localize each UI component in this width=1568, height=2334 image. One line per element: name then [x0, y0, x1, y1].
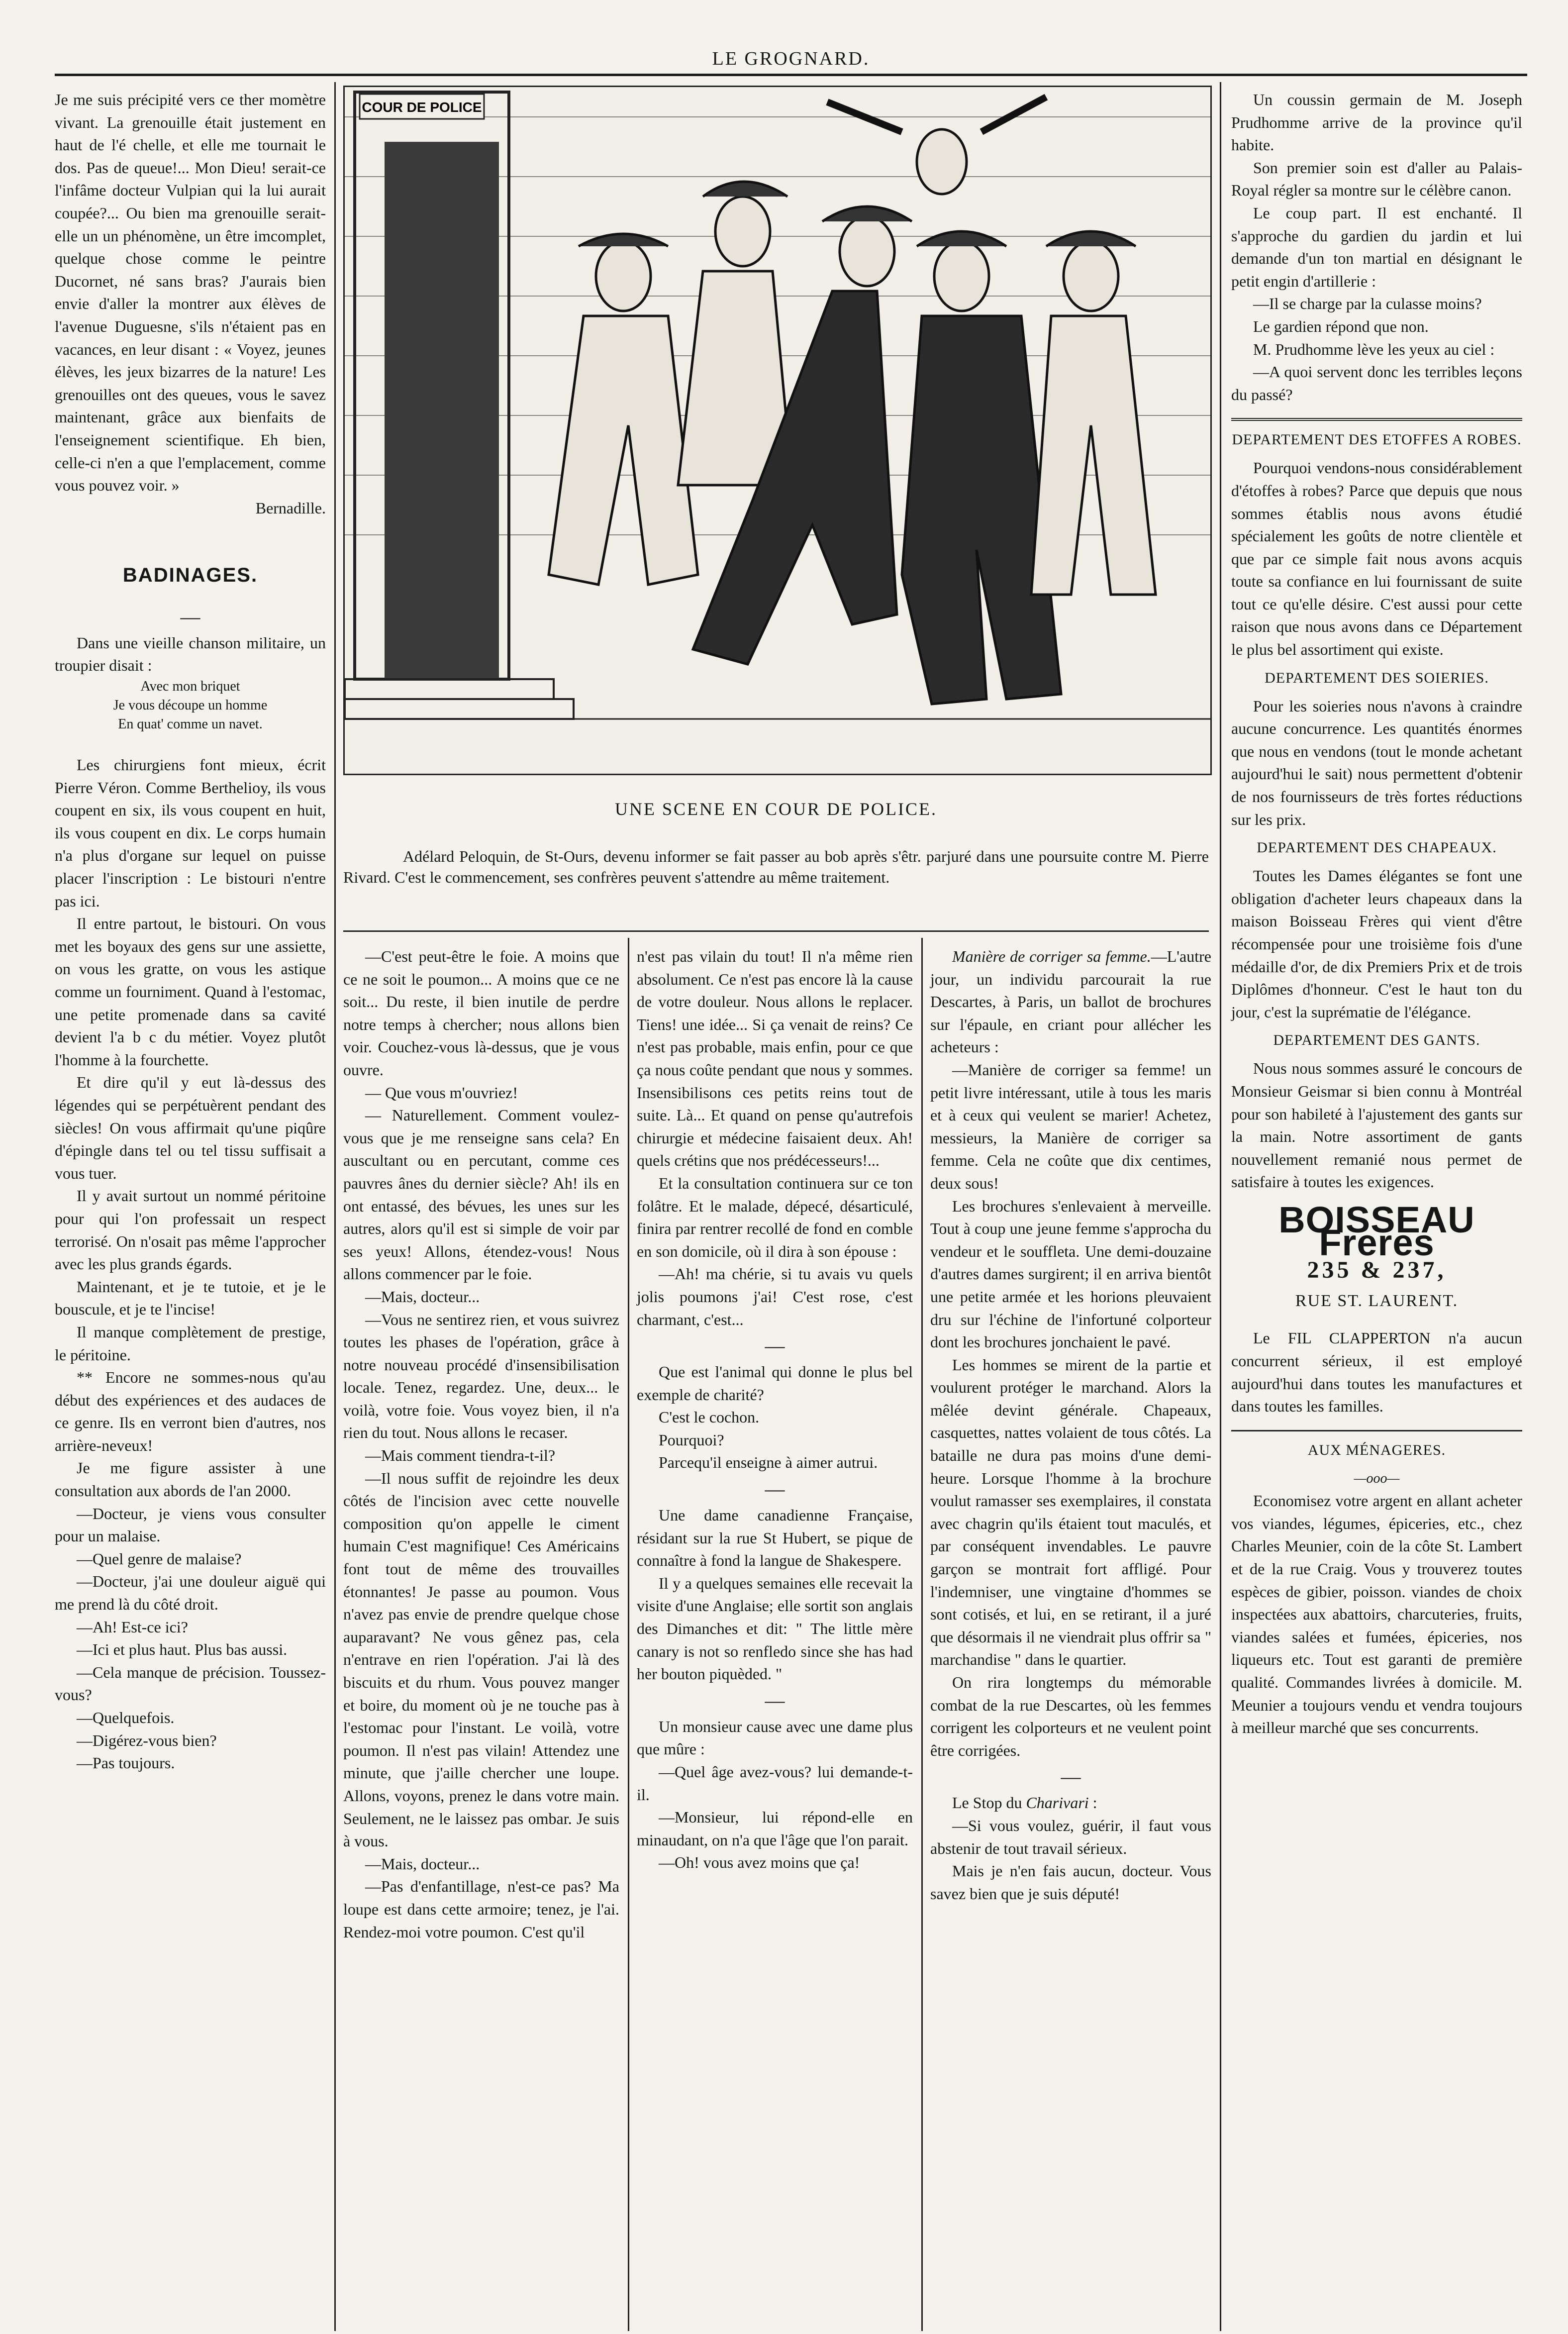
- verse-line: Avec mon briquet: [140, 679, 240, 695]
- dialogue-line: —Ah! ma chérie, si tu avais vu quels jolis poumons j'ai! C'est rose, c'est charmant, c'est...: [637, 1265, 913, 1328]
- article-text: Les hommes se mirent de la partie et voulurent protéger le marchand. Alors la mêlée devint générale. Chapeaux, casquettes, nattes volaient de tous côtés. La bataille ne dura pas moins d'une demi-heure. Lorsque l'homme à la brochure voulut ramasser ses exemplaires, il constata avec chagrin qu'ils étaient tout maculés, et par conséquent invendables. Le pauvre garçon se montrait fort affligé. Pour l'indemniser, une vingtaine d'hommes se sont cotisés, et lui, en se retirant, il a juré que désormais il ne viendrait plus offrir sa " marchandise " dans le quartier.: [930, 1355, 1211, 1669]
- dialogue-line: —Quel âge avez-vous? lui demande-t-il.: [637, 1763, 913, 1804]
- separator-dash: —: [180, 605, 200, 628]
- dialogue-line: —Quelquefois.: [77, 1709, 175, 1726]
- advert-text: Toutes les Dames élégantes se font une obligation d'acheter leurs chapeaux dans la maison Boisseau Frères qui vient d'être récompensée pour une troisième fois d'une médaille d'or, de dix Premiers Prix et de trois Diplômes d'honneur. C'est le haut ton du jour, c'est la suprématie de l'élégance.: [1231, 867, 1522, 1021]
- article-text: Maintenant, et je te tutoie, et je le bouscule, et je te l'incise!: [55, 1277, 326, 1319]
- article-text: Il y a quelques semaines elle recevait la visite d'une Anglaise; elle sortit son anglais des Dimanches et dit: " The little mère canary is not so renfledo since she has had her bouton piquèded. ": [637, 1574, 913, 1683]
- store-street: RUE ST. LAURENT.: [1295, 1291, 1459, 1310]
- column-rule: [334, 82, 336, 2331]
- article-text: Une dame canadienne Française, résidant sur la rue St Hubert, se pique de connaître à fond la langue de Shakespere.: [637, 1506, 913, 1570]
- dialogue-line: —Monsieur, lui répond-elle en minaudant, on n'a que l'âge que l'on parait.: [637, 1808, 913, 1849]
- section-rule: [1231, 418, 1522, 421]
- joke-intro-end: :: [1088, 1794, 1097, 1812]
- ornament: —ooo—: [1354, 1470, 1400, 1486]
- article-text-body: —L'autre jour, un individu parcourait la rue Descartes, à Paris, un ballot de brochures sur l'épaule, en criant pour allécher les acheteurs :: [930, 947, 1211, 1056]
- masthead: LE GROGNARD.: [712, 48, 870, 69]
- dialogue-line: —Quel genre de malaise?: [77, 1549, 242, 1568]
- dialogue-line: — Naturellement. Comment voulez-vous que je me renseigne sans cela? En auscultant ou en percutant, comme ces pauvres ânes du dernier siècle? Ah! ils en ont entassé, des bévues, les unes sur les autres, alors qu'il est si simple de voir par ses yeux! Allons, étendez-vous! Nous allons commencer par le foie.: [343, 1106, 619, 1283]
- dialogue-line: —Pas toujours.: [77, 1754, 175, 1772]
- article-text: Un coussin germain de M. Joseph Prudhomme arrive de la province qu'il habite.: [1231, 91, 1522, 154]
- riddle-text: Parcequ'il enseigne à aimer autrui.: [659, 1453, 878, 1472]
- article-text: Dans une vieille chanson militaire, un troupier disait :: [55, 633, 326, 675]
- column-2: [343, 945, 619, 1943]
- article-text: Il entre partout, le bistouri. On vous met les boyaux des gens sur une assiette, on vous les gratte, on vous les astique comme un fourniment. Quand à l'estomac, une petite promenade dans sa cavité devient l'a b c du métier. Voyez plutôt l'homme à la fourchette.: [55, 914, 326, 1069]
- column-rule: [628, 938, 629, 2331]
- verse-line: Je vous découpe un homme: [113, 698, 268, 713]
- illustration-caption-title: UNE SCENE EN COUR DE POLICE.: [615, 799, 937, 819]
- advert-text: Pour les soieries nous n'avons à craindre aucune concurrence. Les quantités énormes que nous en vendons (tout le monde achetant aujourd'hui le sait) nous permettent d'obtenir de nos fournisseurs de très fortes réductions sur les prix.: [1231, 697, 1522, 828]
- court-scene-illustration: [343, 86, 1212, 775]
- dialogue-line: —Mais, docteur...: [365, 1854, 480, 1873]
- separator-dash: —: [765, 1689, 785, 1712]
- department-heading: AUX MÉNAGERES.: [1307, 1441, 1446, 1458]
- article-text: Les chirurgiens font mieux, écrit Pierre Véron. Comme Berthelioy, ils vous coupent en six, ils vous coupent en huit, ils vous coupent en dix. Le corps humain n'a plus d'organe sur lequel on puisse placer l'inscription : Le bistouri n'entre pas ici.: [55, 756, 326, 910]
- dialogue-line: n'est pas vilain du tout! Il n'a même rien absolument. Ce n'est pas encore là la cause de votre douleur. Nous allons le replacer. Tiens! une idée... Si ça venait de reins? Ce n'est pas probable, mais enfin, pour ce que ça nous coûte pendant que nous y sommes. Insensibilisons ces petits reins tout de suite. Là... Et quand on pense qu'autrefois chirurgie et médecine faisaient deux. Ah! quels crétins que nos prédécesseurs!...: [637, 947, 913, 1170]
- verse-line: En quat' comme un navet.: [118, 716, 263, 732]
- article-text: Et la consultation continuera sur ce ton folâtre. Et le malade, dépecé, désarticulé, finira par rentrer recollé de fond en comble en son domicile, où il dira à son épouse :: [637, 1174, 913, 1260]
- article-title: Manière de corriger sa femme.: [952, 947, 1151, 965]
- department-heading: DEPARTEMENT DES CHAPEAUX.: [1257, 839, 1497, 856]
- article-text: Un monsieur cause avec une dame plus que mûre :: [637, 1717, 913, 1758]
- article-text: Je me suis précipité vers ce ther momètre vivant. La grenouille était justement en haut de l'é chelle, et elle me tournait le dos. Pas de queue!... Mon Dieu! serait-ce l'infâme docteur Vulpian qui la lui aurait coupée?... Ou bien ma grenouille serait-elle un un phénomène, un être imcomplet, quelque chose comme le peintre Ducornet, né sans bras? J'aurais bien envie d'aller la montrer aux élèves de l'avenue Duguesne, s'ils n'étaient pas en vacances, en leur disant : « Voyez, jeunes élèves, les jeux bizarres de la nature! Les grenouilles ont des queues, vous le savez maintenant, grâce aux bienfaits de l'enseignement scientifique. Eh bien, celle-ci n'en a que l'emplacement, comme vous pouvez voir. »: [55, 91, 326, 495]
- column-4: [930, 945, 1211, 1905]
- dialogue-line: —Digérez-vous bien?: [77, 1731, 217, 1749]
- dialogue-line: —Mais comment tiendra-t-il?: [365, 1446, 556, 1465]
- store-address-numbers: 235 & 237,: [1307, 1257, 1447, 1284]
- article-text: —Manière de corriger sa femme! un petit livre intéressant, utile à tous les maris et à ceux qui veulent se marier! Achetez, messieurs, la Manière de corriger sa femme. Cela ne coûte que dix centimes, deux sous!: [930, 1060, 1211, 1192]
- article-text: Les brochures s'enlevaient à merveille. Tout à coup une jeune femme s'approcha du vendeur et le souffleta. Une demi-douzaine d'autres dames surgirent; il en arriva bientôt une petite armée et les horions pleuvaient dru sur l'échine de l'infortuné colporteur dont les brochures jonchaient le pavé.: [930, 1197, 1211, 1351]
- article-text: Le gardien répond que non.: [1253, 317, 1429, 335]
- joke-intro: Le Stop du: [952, 1794, 1026, 1812]
- article-text: M. Prudhomme lève les yeux au ciel :: [1253, 340, 1495, 358]
- advert-text: Economisez votre argent en allant acheter vos viandes, légumes, épiceries, etc., chez Charles Meunier, coin de la côte St. Lambert et de la rue Craig. Vous y trouverez toutes espèces de gibier, poisson. viandes de choix inspectées aux abattoirs, charcuteries, fruits, viandes salées et fumées, épiceries, nos liqueurs etc. Tout est garanti de première qualité. Commandes livrées à domicile. M. Meunier a toujours vendu et vendra toujours à meilleur marché que ses concurrents.: [1231, 1492, 1522, 1737]
- riddle-text: C'est le cochon.: [659, 1408, 760, 1426]
- dialogue-line: —Docteur, j'ai une douleur aiguë qui me prend là du côté droit.: [55, 1572, 326, 1614]
- engraving-drawing: [345, 87, 1210, 774]
- article-text: Son premier soin est d'aller au Palais-Royal régler sa montre sur le célèbre canon.: [1231, 158, 1522, 200]
- article-text: On rira longtemps du mémorable combat de la rue Descartes, où les femmes corrigent les colporteurs et ne veulent point être corrigées.: [930, 1673, 1211, 1759]
- section-heading: BADINAGES.: [122, 564, 258, 587]
- section-rule: [1231, 1430, 1522, 1431]
- column-rule: [1220, 82, 1221, 2331]
- illustration-caption-text: Adélard Peloquin, de St-Ours, devenu informer se fait passer au bob après s'êtr. parjuré dans une poursuite contre M. Pierre Rivard. C'est le commencement, ses confrères peuvent s'attendre au même traitement.: [343, 847, 1209, 886]
- separator-dash: —: [765, 1478, 785, 1501]
- advert-text: Pourquoi vendons-nous considérablement d'étoffes à robes? Parce que depuis que nous sommes établis nous avons étudié spécialement les goûts de notre clientèle et que par ce simple fait nous avons acquis toute sa confiance en lui fournissant de suite tout ce qu'elle désire. C'est aussi pour cette raison que nous avons dans ce Département le plus bel assortiment qui existe.: [1231, 459, 1522, 659]
- store-name: BOISSEAU Freres: [1278, 1199, 1475, 1263]
- riddle-text: Que est l'animal qui donne le plus bel exemple de charité?: [637, 1363, 913, 1404]
- department-heading: DEPARTEMENT DES GANTS.: [1273, 1032, 1480, 1049]
- article-text: [930, 945, 1211, 1059]
- dialogue-line: —Il nous suffit de rejoindre les deux côtés de l'incision avec cette nouvelle composition qu'on appelle le ciment humain C'est magnifique! Ces Américains font tout de même des trouvailles étonnantes! Je passe au poumon. Vous n'avez pas envie de prendre quelque chose auparavant? Ne vous gênez pas, cela n'entrave en rien l'opération. J'ai là des biscuits et du rhum. Vous pouvez manger et boire, du moment où je ne touche pas à l'estomac pour l'instant. Le voilà, votre poumon. Il n'est pas vilain! Attendez une minute, que j'aille chercher une loupe. Allons, voyons, prenez le dans votre main. Seulement, ne le laissez pas ombar. Je suis à vous.: [343, 1469, 619, 1850]
- article-text: Le coup part. Il est enchanté. Il s'approche du gardien du jardin et lui demande d'un ton martial en désignant le petit engin d'artillerie :: [1231, 203, 1522, 290]
- article-text: Et dire qu'il y eut là-dessus des légendes qui se perpétuèrent pendant des siècles! On vous affirmait qu'une piqûre d'épingle dans tel ou tel tissu suffisait a vous tuer.: [55, 1073, 326, 1182]
- court-sign: COUR DE POLICE: [362, 100, 482, 115]
- column-3: [637, 945, 913, 1874]
- separator-dash: —: [1061, 1765, 1081, 1788]
- separator-dash: —: [765, 1334, 785, 1357]
- dialogue-line: —Il se charge par la culasse moins?: [1253, 295, 1482, 313]
- dialogue-line: —Mais, docteur...: [365, 1287, 480, 1306]
- dialogue-line: —Cela manque de précision. Toussez-vous?: [55, 1663, 326, 1704]
- advert-text: Nous nous sommes assuré le concours de Monsieur Geismar si bien connu à Montréal pour son habileté à l'ajustement des gants sur la main. Notre assortiment de gants nouvellement remanié nous permet de satisfaire à toutes les exigences.: [1231, 1059, 1522, 1191]
- department-heading: DEPARTEMENT DES SOIERIES.: [1265, 669, 1489, 686]
- column-5: [1231, 89, 1522, 1739]
- dialogue-line: —Oh! vous avez moins que ça!: [659, 1853, 860, 1872]
- dialogue-line: —Si vous voulez, guérir, il faut vous abstenir de tout travail sérieux.: [930, 1816, 1211, 1857]
- article-text: Je me figure assister à une consultation aux abords de l'an 2000.: [55, 1459, 326, 1500]
- article-text: ** Encore ne sommes-nous qu'au début des expériences et des audaces de ce genre. Ils en verront bien d'autres, nos arrière-neveux!: [55, 1368, 326, 1454]
- section-rule: [343, 930, 1209, 932]
- department-heading: DEPARTEMENT DES ETOFFES A ROBES.: [1232, 431, 1522, 448]
- advert-text: Le FIL CLAPPERTON n'a aucun concurrent sérieux, il est employé aujourd'hui dans toutes les manufactures et dans toutes les familles.: [1231, 1329, 1522, 1416]
- dialogue-line: —Ici et plus haut. Plus bas aussi.: [77, 1640, 288, 1659]
- article-text: Il y avait surtout un nommé péritoine pour qui l'on professait un respect terrorisé. On n'osait pas même l'approcher avec les plus grands égards.: [55, 1187, 326, 1273]
- dialogue-line: —C'est peut-être le foie. A moins que ce ne soit le poumon... A moins que ce ne soit... Du reste, il bien inutile de perdre notre temps à chercher; nous allons bien voir. Couchez-vous là-dessus, que je vous ouvre.: [343, 947, 619, 1079]
- signature: Bernadille.: [255, 499, 326, 517]
- dialogue-line: —Ah! Est-ce ici?: [77, 1618, 188, 1636]
- dialogue-line: —A quoi servent donc les terribles leçons du passé?: [1231, 363, 1522, 404]
- dialogue-line: —Pas d'enfantillage, n'est-ce pas? Ma loupe est dans cette armoire; tenez, je l'ai. Rendez-moi votre poumon. C'est qu'il: [343, 1877, 619, 1941]
- article-text: Il manque complètement de prestige, le péritoine.: [55, 1322, 326, 1364]
- article-text: [930, 1792, 1211, 1815]
- dialogue-line: —Docteur, je viens vous consulter pour un malaise.: [55, 1504, 326, 1545]
- dialogue-line: Mais je n'en fais aucun, docteur. Vous savez bien que je suis député!: [930, 1862, 1211, 1903]
- riddle-text: Pourquoi?: [659, 1430, 724, 1449]
- column-rule: [921, 938, 923, 2331]
- dialogue-line: —Vous ne sentirez rien, et vous suivrez toutes les phases de l'opération, grâce à notre nouveau procédé d'insensibilisation locale. Tenez, regardez. Une, deux... le voilà, votre foie. Vous voyez bien, il n'a rien du tout. Nous allons le recaser.: [343, 1310, 619, 1442]
- masthead-rule: [55, 74, 1527, 76]
- column-1: [55, 89, 326, 1775]
- dialogue-line: — Que vous m'ouvriez!: [365, 1083, 518, 1102]
- source-name: Charivari: [1026, 1794, 1089, 1812]
